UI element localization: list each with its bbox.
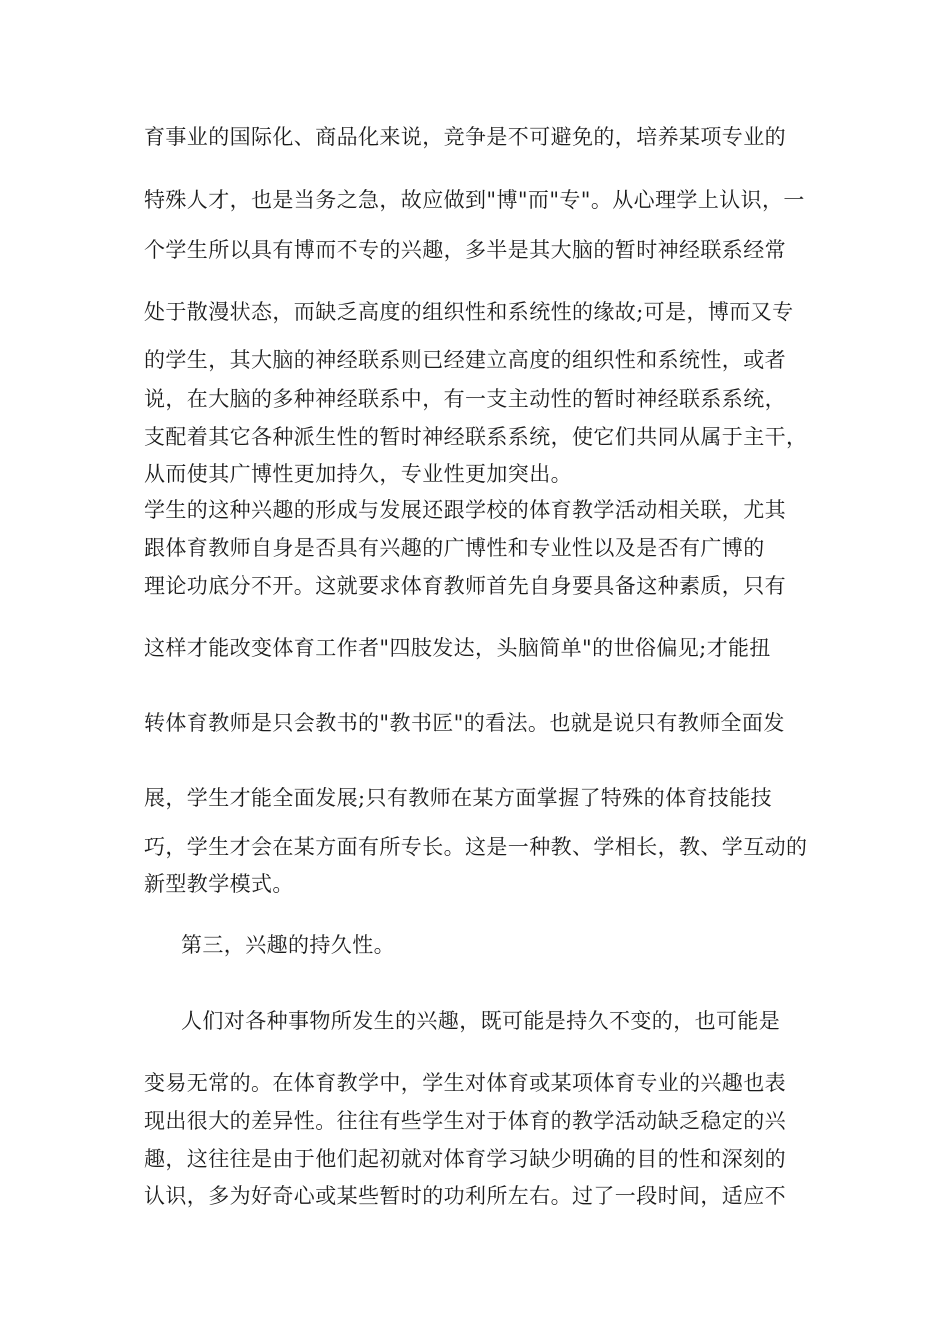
text-line: 理论功底分不开。这就要求体育教师首先自身要具备这种素质，只有 <box>144 574 786 598</box>
text-line: 跟体育教师自身是否具有兴趣的广博性和专业性以及是否有广博的 <box>144 536 765 560</box>
text-line: 现出很大的差异性。往往有些学生对于体育的教学活动缺乏稳定的兴 <box>144 1109 786 1133</box>
text-line: 育事业的国际化、商品化来说，竞争是不可避免的，培养某项专业的 <box>144 125 786 149</box>
text-line: 这样才能改变体育工作者"四肢发达，头脑简单"的世俗偏见;才能扭 <box>144 636 771 660</box>
text-line: 支配着其它各种派生性的暂时神经联系系统，使它们共同从属于主干， <box>144 425 808 449</box>
text-line: 学生的这种兴趣的形成与发展还跟学校的体育教学活动相关联，尤其 <box>144 498 786 522</box>
text-line: 个学生所以具有博而不专的兴趣，多半是其大脑的暂时神经联系经常 <box>144 238 786 262</box>
text-line: 趣，这往往是由于他们起初就对体育学习缺少明确的目的性和深刻的 <box>144 1147 786 1171</box>
text-line: 说，在大脑的多种神经联系中，有一支主动性的暂时神经联系系统， <box>144 387 786 411</box>
text-line: 处于散漫状态，而缺乏高度的组织性和系统性的缘故;可是，博而又专 <box>144 300 794 324</box>
text-line: 变易无常的。在体育教学中，学生对体育或某项体育专业的兴趣也表 <box>144 1071 786 1095</box>
section-heading: 第三，兴趣的持久性。 <box>181 933 395 957</box>
text-line: 特殊人才，也是当务之急，故应做到"博"而"专"。从心理学上认识，一 <box>144 188 805 212</box>
text-line: 人们对各种事物所发生的兴趣，既可能是持久不变的，也可能是 <box>181 1009 781 1033</box>
text-line: 认识，多为好奇心或某些暂时的功利所左右。过了一段时间，适应不 <box>144 1184 786 1208</box>
text-line: 转体育教师是只会教书的"教书匠"的看法。也就是说只有教师全面发 <box>144 711 785 735</box>
text-line: 巧，学生才会在某方面有所专长。这是一种教、学相长，教、学互动的 <box>144 835 808 859</box>
text-line: 展，学生才能全面发展;只有教师在某方面掌握了特殊的体育技能技 <box>144 786 773 810</box>
text-line: 从而使其广博性更加持久，专业性更加突出。 <box>144 462 572 486</box>
text-line: 的学生，其大脑的神经联系则已经建立高度的组织性和系统性，或者 <box>144 348 786 372</box>
text-line: 新型教学模式。 <box>144 872 294 896</box>
